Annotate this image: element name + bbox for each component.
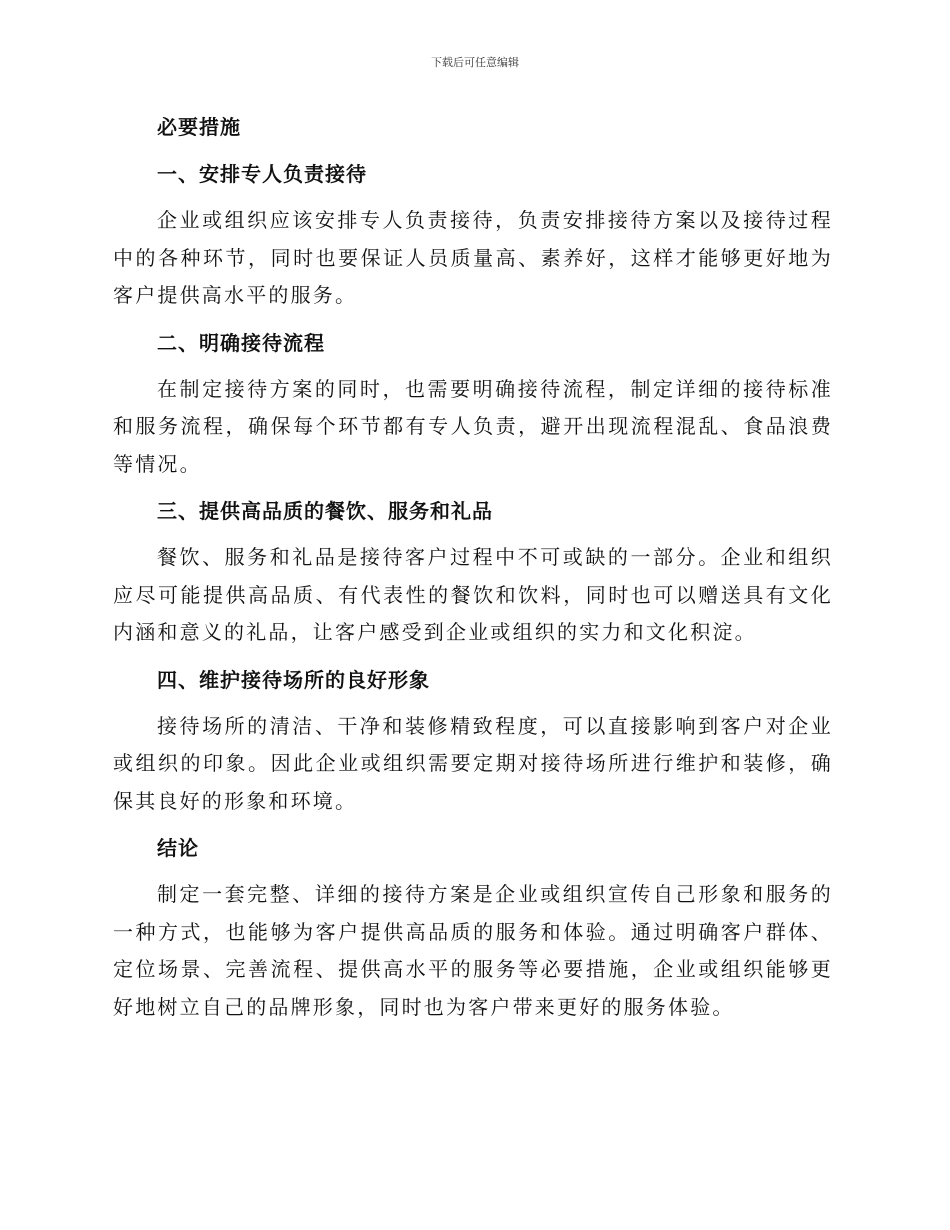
- section-heading-conclusion: 结论: [157, 836, 199, 860]
- paragraph-reception-process: 在制定接待方案的同时，也需要明确接待流程，制定详细的接待标准和服务流程，确保每个环节都有专人负责，避开出现流程混乱、食品浪费等情况。: [113, 376, 833, 476]
- document-body: [113, 108, 833, 1035]
- paragraph-venue-image: 接待场所的清洁、干净和装修精致程度，可以直接影响到客户对企业或组织的印象。因此企业或组织需要定期对接待场所进行维护和装修，确保其良好的形象和环境。: [113, 713, 833, 813]
- paragraph-quality-catering: 餐饮、服务和礼品是接待客户过程中不可或缺的一部分。企业和组织应尽可能提供高品质、有代表性的餐饮和饮料，同时也可以赠送具有文化内涵和意义的礼品，让客户感受到企业或组织的实力和文化积淀。: [113, 545, 833, 644]
- section-heading-measures: 必要措施: [157, 115, 241, 139]
- page-header-note: 下载后可任意编辑: [431, 56, 519, 69]
- section-heading-reception-process: 二、明确接待流程: [157, 330, 325, 355]
- section-heading-quality-catering: 三、提供高品质的餐饮、服务和礼品: [157, 499, 493, 523]
- section-heading-venue-image: 四、维护接待场所的良好形象: [157, 667, 430, 692]
- paragraph-conclusion: 制定一套完整、详细的接待方案是企业或组织宣传自己形象和服务的一种方式，也能够为客户提供高品质的服务和体验。通过明确客户群体、定位场景、完善流程、提供高水平的服务等必要措施，企业或组织能够更好地树立自己的品牌形象，同时也为客户带来更好的服务体验。: [113, 882, 833, 1019]
- section-heading-dedicated-staff: 一、安排专人负责接待: [157, 162, 367, 186]
- paragraph-dedicated-staff: 企业或组织应该安排专人负责接待，负责安排接待方案以及接待过程中的各种环节，同时也要保证人员质量高、素养好，这样才能够更好地为客户提供高水平的服务。: [113, 208, 833, 307]
